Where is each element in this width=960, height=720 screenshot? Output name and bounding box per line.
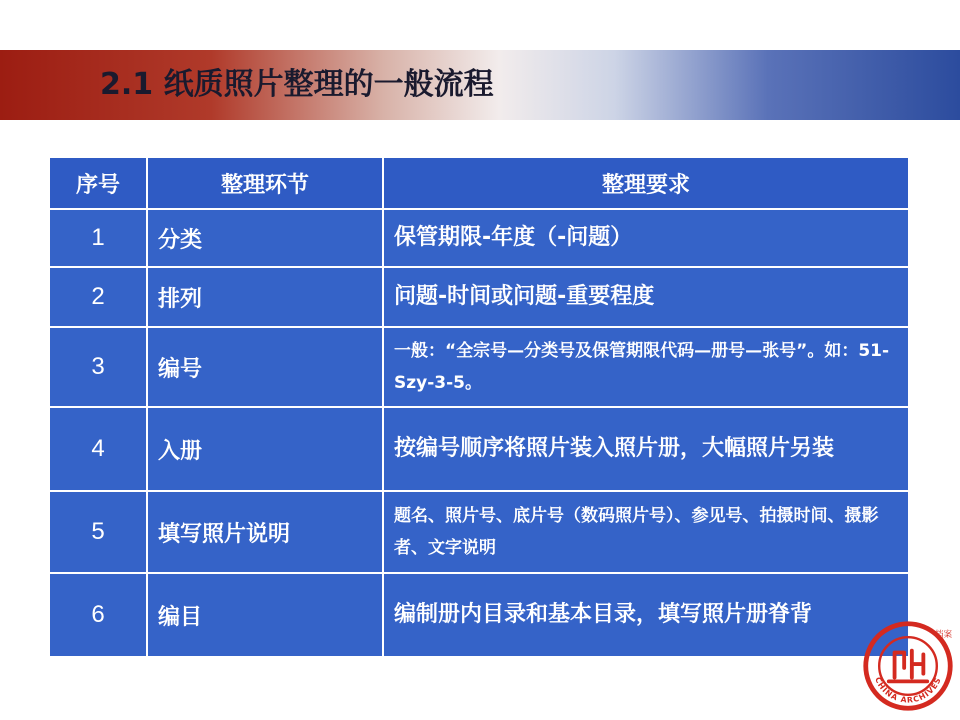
row-requirement: 编制册内目录和基本目录，填写照片册脊背 (383, 573, 909, 657)
row-step: 填写照片说明 (147, 491, 383, 573)
process-table-wrapper (48, 156, 908, 658)
row-num: 2 (49, 267, 147, 327)
logo-glyph: 档案 (934, 630, 953, 641)
header-req: 整理要求 (383, 157, 909, 209)
row-num: 4 (49, 407, 147, 491)
table-row (49, 573, 909, 657)
header-num: 序号 (49, 157, 147, 209)
table-row (49, 209, 909, 267)
row-requirement: 保管期限-年度（-问题） (383, 209, 909, 267)
row-num: 6 (49, 573, 147, 657)
table-row (49, 491, 909, 573)
process-table (48, 156, 910, 658)
slide-title: 2.1 纸质照片整理的一般流程 (100, 67, 494, 102)
header-step: 整理环节 (147, 157, 383, 209)
china-archives-logo-icon (860, 618, 956, 714)
row-num: 1 (49, 209, 147, 267)
table-row (49, 327, 909, 407)
row-step: 排列 (147, 267, 383, 327)
row-requirement: 问题-时间或问题-重要程度 (383, 267, 909, 327)
table-header-row (49, 157, 909, 209)
row-requirement: 按编号顺序将照片装入照片册，大幅照片另装 (383, 407, 909, 491)
row-num: 5 (49, 491, 147, 573)
row-step: 编目 (147, 573, 383, 657)
row-step: 入册 (147, 407, 383, 491)
row-num: 3 (49, 327, 147, 407)
row-step: 编号 (147, 327, 383, 407)
row-requirement: 题名、照片号、底片号（数码照片号）、参见号、拍摄时间、摄影者、文字说明 (383, 491, 909, 573)
table-row (49, 407, 909, 491)
row-step: 分类 (147, 209, 383, 267)
row-requirement: 一般：“全宗号—分类号及保管期限代码—册号—张号”。如：51-Szy-3-5。 (383, 327, 909, 407)
table-row (49, 267, 909, 327)
logo-ring-text: CHINA ARCHIVES (873, 675, 943, 705)
